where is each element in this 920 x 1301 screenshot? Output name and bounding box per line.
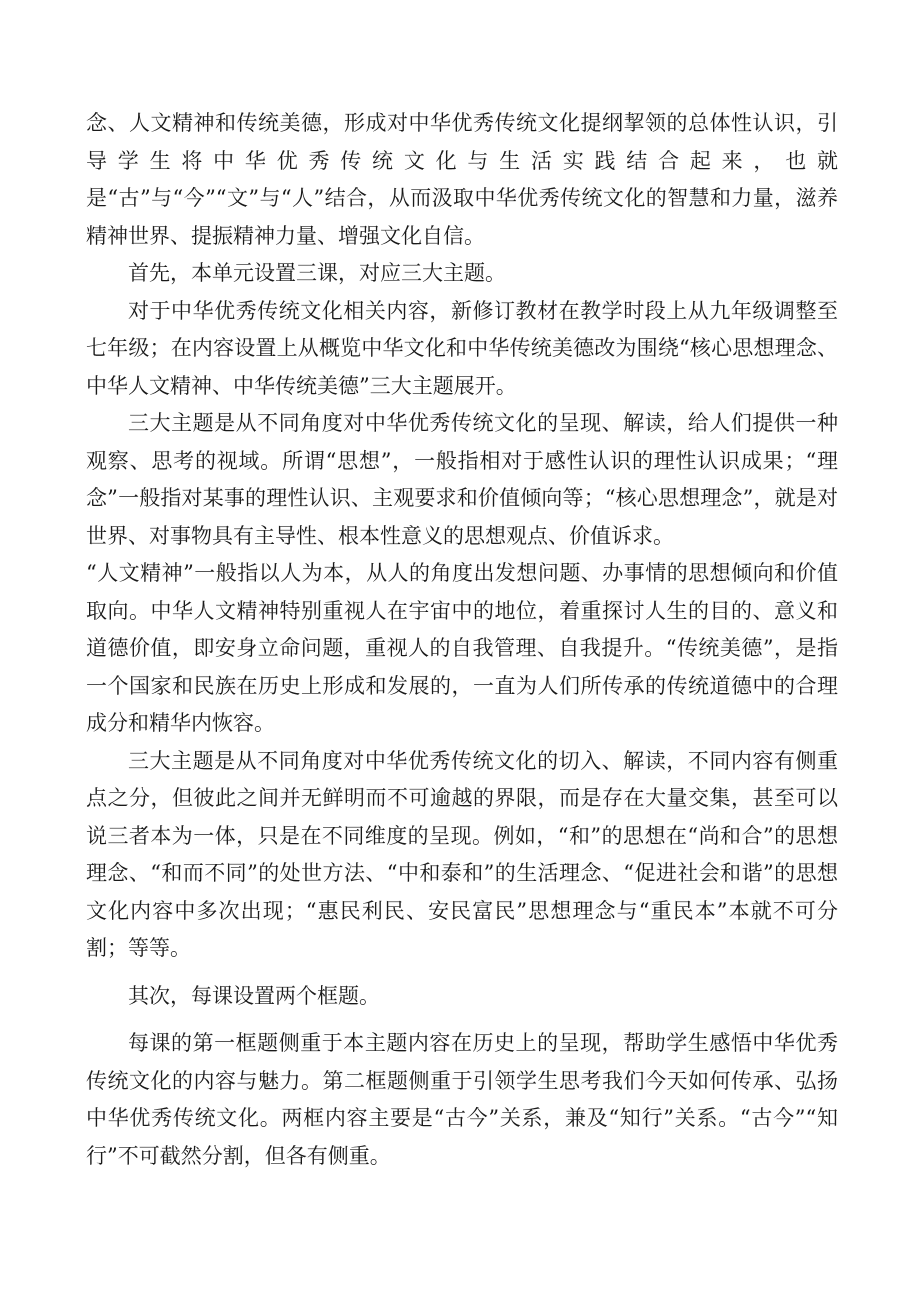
paragraph-first-point: 首先，本单元设置三课，对应三大主题。 xyxy=(128,261,506,285)
paragraph-theme-relations: 三大主题是从不同角度对中华优秀传统文化的切入、解读，不同内容有侧重点之分，但彼此之间并无鲜明而不可逾越的界限，而是存在大量交集，甚至可以说三者本为一体，只是在不同维度的呈现。例如，“和”的思想在“尚和合”的思想理念、“和而不同”的处世方法、“中和泰和”的生活理念、“促进社会和谐”的思想文化内容中多次出现；“惠民利民、安民富民”思想理念与“重民本”本就不可分割；等等。 xyxy=(86,748,838,960)
document-body xyxy=(86,105,838,1175)
paragraph-curriculum-change: 对于中华优秀传统文化相关内容，新修订教材在教学时段上从九年级调整至七年级；在内容设置上从概览中华文化和中华传统美德改为围绕“核心思想理念、中华人文精神、中华传统美德”三大主题展开。 xyxy=(86,298,838,398)
paragraph-continuation: 念、人文精神和传统美德，形成对中华优秀传统文化提纲挈领的总体性认识，引导学生将中华优秀传统文化与生活实践结合起来，也就是“古”与“今”“文”与“人”结合，从而汲取中华优秀传统文化的智慧和力量，滋养精神世界、提振精神力量、增强文化自信。 xyxy=(86,111,838,248)
paragraph-three-themes: 三大主题是从不同角度对中华优秀传统文化的呈现、解读，给人们提供一种观察、思考的视域。所谓“思想”，一般指相对于感性认识的理性认识成果；“理念”一般指对某事的理性认识、主观要求和价值倾向等；“核心思想理念”，就是对世界、对事物具有主导性、根本性意义的思想观点、价值诉求。 xyxy=(86,411,838,548)
paragraph-second-point: 其次，每课设置两个框题。 xyxy=(128,983,380,1008)
paragraph-humanistic-spirit: “人文精神”一般指以人为本，从人的角度出发想问题、办事情的思想倾向和价值取向。中华人文精神特别重视人在宇宙中的地位，着重探讨人生的目的、意义和道德价值，即安身立命问题，重视人的自我管理、自我提升。“传统美德”，是指一个国家和民族在历史上形成和发展的，一直为人们所传承的传统道德中的合理成分和精华内恢容。 xyxy=(86,561,838,735)
paragraph-lesson-frames: 每课的第一框题侧重于本主题内容在历史上的呈现，帮助学生感悟中华优秀传统文化的内容与魅力。第二框题侧重于引领学生思考我们今天如何传承、弘扬中华优秀传统文化。两框内容主要是“古今”关系，兼及“知行”关系。“古今”“知行”不可截然分割，但各有侧重。 xyxy=(86,1031,838,1168)
